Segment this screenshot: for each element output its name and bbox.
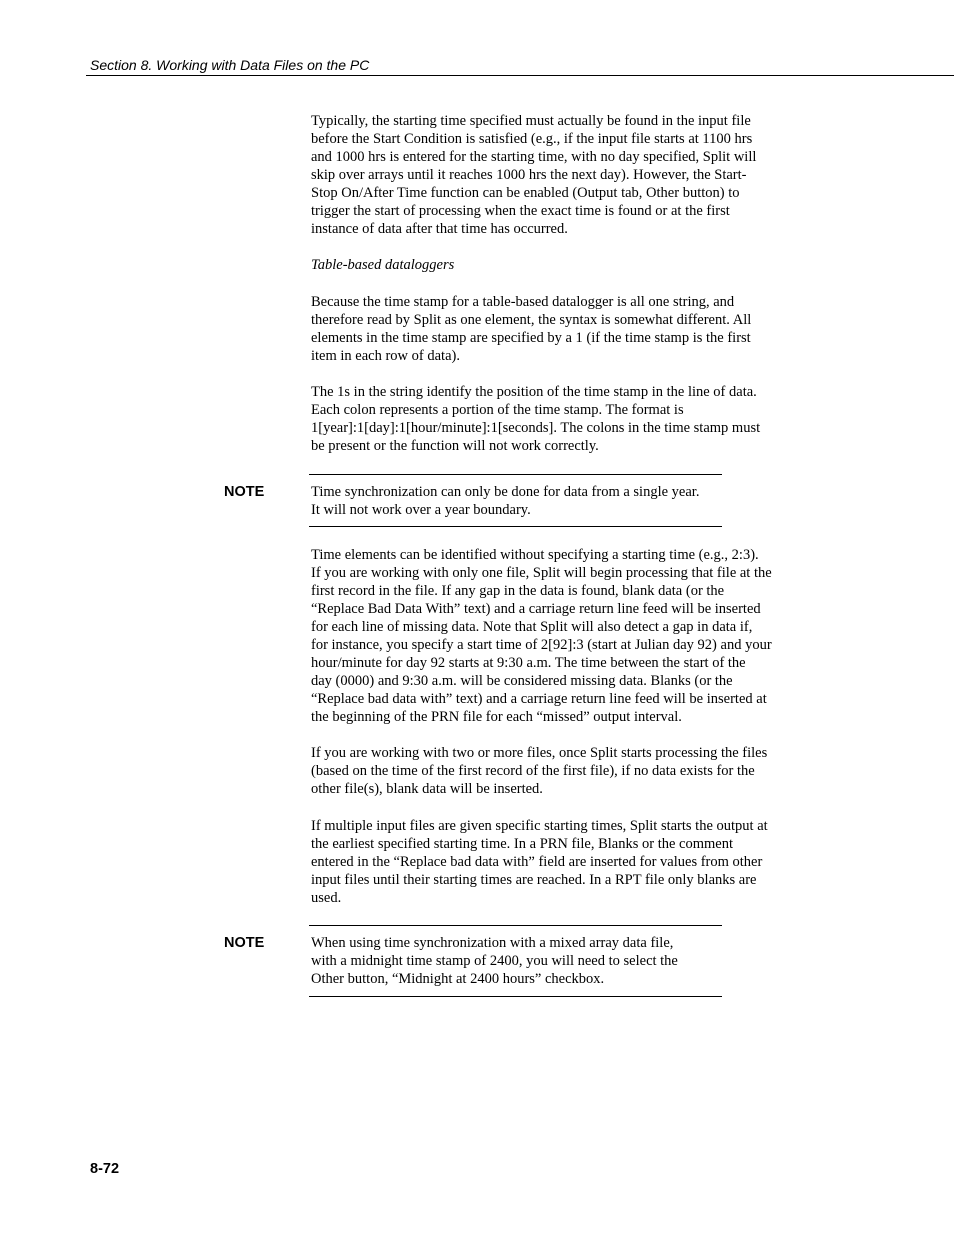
- text-line: instance of data after that time has occurred.: [311, 221, 568, 237]
- text-line: If multiple input files are given specific starting times, Split starts the output at: [311, 818, 768, 834]
- text-line: If you are working with only one file, Split will begin processing that file at the: [311, 565, 772, 581]
- text-line: (based on the time of the first record of the first file), if no data exists for the: [311, 763, 755, 779]
- text-line: hour/minute for day 92 starts at 9:30 a.m. The time between the start of the: [311, 655, 746, 671]
- note-text: [311, 483, 699, 519]
- text-line: Time elements can be identified without specifying a starting time (e.g., 2:3).: [311, 547, 759, 563]
- note-text: [311, 934, 678, 988]
- running-header: Section 8. Working with Data Files on the PC: [90, 57, 370, 73]
- text-line: Typically, the starting time specified must actually be found in the input file: [311, 113, 751, 129]
- text-line: Because the time stamp for a table-based datalogger is all one string, and: [311, 294, 735, 310]
- paragraph-time-stamp-syntax: [311, 293, 751, 365]
- text-line: It will not work over a year boundary.: [311, 502, 531, 518]
- text-line: first record in the file. If any gap in the data is found, blank data (or the: [311, 583, 725, 599]
- header-divider: [86, 75, 954, 76]
- text-line: before the Start Condition is satisfied (e.g., if the input file starts at 1100 hrs: [311, 131, 753, 147]
- text-line: Time synchronization can only be done for data from a single year.: [311, 484, 700, 500]
- text-line: be present or the function will not work correctly.: [311, 438, 599, 454]
- text-line: skip over arrays until it reaches 1000 hrs the next day). However, the Start-: [311, 167, 747, 183]
- text-line: The 1s in the string identify the position of the time stamp in the line of data.: [311, 384, 757, 400]
- text-line: for instance, you specify a start time of 2[92]:3 (start at Julian day 92) and your: [311, 637, 772, 653]
- paragraph-time-stamp-format: [311, 383, 760, 455]
- text-line: with a midnight time stamp of 2400, you will need to select the: [311, 953, 678, 969]
- text-line: When using time synchronization with a mixed array data file,: [311, 935, 674, 951]
- text-line: the earliest specified starting time. In a PRN file, Blanks or the comment: [311, 836, 734, 852]
- text-line: other file(s), blank data will be inserted.: [311, 781, 543, 797]
- note-top-rule: [309, 474, 722, 475]
- text-line: 1[year]:1[day]:1[hour/minute]:1[seconds]. The colons in the time stamp must: [311, 420, 761, 436]
- paragraph-starting-times: [311, 817, 768, 907]
- note-bottom-rule: [309, 996, 722, 997]
- paragraph-multiple-files: [311, 744, 767, 798]
- text-line: Each colon represents a portion of the time stamp. The format is: [311, 402, 684, 418]
- text-line: trigger the start of processing when the exact time is found or at the first: [311, 203, 730, 219]
- text-line: therefore read by Split as one element, the syntax is somewhat different. All: [311, 312, 752, 328]
- text-line: used.: [311, 890, 342, 906]
- text-line: and 1000 hrs is entered for the starting time, with no day specified, Split will: [311, 149, 757, 165]
- text-line: “Replace bad data with” text) and a carriage return line feed will be inserted at: [311, 691, 767, 707]
- page-number: 8-72: [90, 1161, 120, 1177]
- note-label: NOTE: [224, 935, 265, 951]
- note-bottom-rule: [309, 526, 722, 527]
- text-line: elements in the time stamp are specified by a 1 (if the time stamp is the first: [311, 330, 751, 346]
- text-line: Other button, “Midnight at 2400 hours” checkbox.: [311, 971, 605, 987]
- text-line: the beginning of the PRN file for each “missed” output interval.: [311, 709, 682, 725]
- paragraph-time-elements: [311, 546, 772, 726]
- text-line: If you are working with two or more files, once Split starts processing the files: [311, 745, 768, 761]
- text-line: entered in the “Replace bad data with” field are inserted for values from other: [311, 854, 763, 870]
- note-label: NOTE: [224, 484, 265, 500]
- text-line: for each line of missing data. Note that Split will also detect a gap in data if,: [311, 619, 753, 635]
- paragraph-start-condition: [311, 112, 756, 238]
- subheading-table-based-dataloggers: Table-based dataloggers: [311, 257, 455, 273]
- note-top-rule: [309, 925, 722, 926]
- text-line: item in each row of data).: [311, 348, 460, 364]
- text-line: Stop On/After Time function can be enabled (Output tab, Other button) to: [311, 185, 740, 201]
- text-line: “Replace Bad Data With” text) and a carriage return line feed will be inserted: [311, 601, 761, 617]
- text-line: day (0000) and 9:30 a.m. will be considered missing data. Blanks (or the: [311, 673, 733, 689]
- text-line: input files until their starting times are reached. In a RPT file only blanks are: [311, 872, 757, 888]
